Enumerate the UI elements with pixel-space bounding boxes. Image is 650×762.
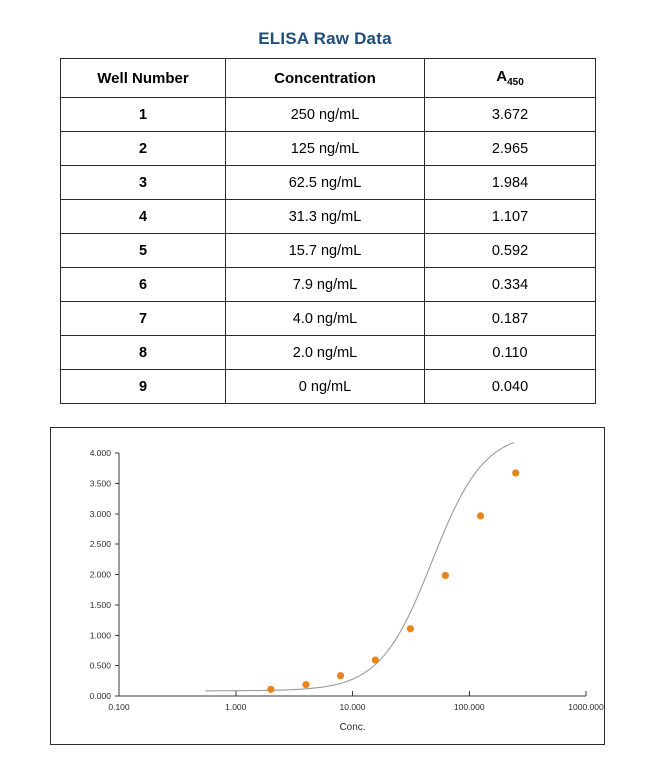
y-axis-tick-label: 1.500 bbox=[89, 599, 111, 610]
cell-absorbance: 0.187 bbox=[425, 302, 596, 336]
absorbance-symbol: A bbox=[496, 68, 508, 85]
cell-absorbance: 1.984 bbox=[425, 166, 596, 200]
cell-well-number: 2 bbox=[61, 132, 226, 166]
table-header-row bbox=[61, 59, 596, 98]
elisa-raw-data-table bbox=[60, 58, 596, 404]
cell-well-number: 4 bbox=[61, 200, 226, 234]
standard-curve-plot bbox=[51, 428, 604, 744]
standard-curve-chart-panel bbox=[50, 427, 605, 745]
fitted-standard-curve bbox=[205, 443, 513, 691]
y-axis-tick-label: 3.000 bbox=[89, 508, 111, 519]
x-axis-label: Conc. bbox=[339, 722, 366, 733]
column-header-absorbance bbox=[425, 59, 596, 98]
cell-well-number: 5 bbox=[61, 234, 226, 268]
table-row bbox=[61, 166, 596, 200]
data-point-marker bbox=[442, 572, 449, 579]
table-row bbox=[61, 268, 596, 302]
cell-concentration: 15.7 ng/mL bbox=[226, 234, 425, 268]
data-point-marker bbox=[512, 469, 519, 476]
cell-concentration: 7.9 ng/mL bbox=[226, 268, 425, 302]
table-row bbox=[61, 302, 596, 336]
table-row bbox=[61, 336, 596, 370]
data-point-marker bbox=[267, 686, 274, 693]
cell-concentration: 2.0 ng/mL bbox=[226, 336, 425, 370]
cell-absorbance: 0.592 bbox=[425, 234, 596, 268]
axis-lines bbox=[119, 453, 586, 696]
table-row bbox=[61, 234, 596, 268]
cell-absorbance: 3.672 bbox=[425, 98, 596, 132]
cell-well-number: 3 bbox=[61, 166, 226, 200]
cell-concentration: 250 ng/mL bbox=[226, 98, 425, 132]
table-row bbox=[61, 132, 596, 166]
table-row bbox=[61, 370, 596, 404]
data-point-marker bbox=[302, 681, 309, 688]
cell-absorbance: 0.334 bbox=[425, 268, 596, 302]
cell-absorbance: 0.040 bbox=[425, 370, 596, 404]
cell-well-number: 6 bbox=[61, 268, 226, 302]
data-point-marker bbox=[372, 656, 379, 663]
page-title: ELISA Raw Data bbox=[258, 29, 392, 48]
x-axis-tick-label: 10.000 bbox=[339, 702, 366, 712]
cell-absorbance: 2.965 bbox=[425, 132, 596, 166]
data-point-marker bbox=[477, 512, 484, 519]
cell-concentration: 62.5 ng/mL bbox=[226, 166, 425, 200]
table-row bbox=[61, 200, 596, 234]
absorbance-wavelength-subscript: 450 bbox=[507, 77, 524, 88]
cell-concentration: 31.3 ng/mL bbox=[226, 200, 425, 234]
y-axis-tick-label: 3.500 bbox=[89, 478, 111, 489]
y-axis-tick-label: 4.000 bbox=[89, 448, 111, 458]
cell-concentration: 4.0 ng/mL bbox=[226, 302, 425, 336]
data-point-marker bbox=[407, 625, 414, 632]
x-axis-tick-label: 0.100 bbox=[108, 702, 130, 712]
y-axis-tick-label: 1.000 bbox=[89, 630, 111, 641]
cell-concentration: 0 ng/mL bbox=[226, 370, 425, 404]
table-body bbox=[61, 98, 596, 404]
x-axis-tick-label: 1.000 bbox=[225, 702, 247, 712]
cell-concentration: 125 ng/mL bbox=[226, 132, 425, 166]
table-row bbox=[61, 98, 596, 132]
cell-absorbance: 0.110 bbox=[425, 336, 596, 370]
x-axis-tick-label: 1000.000 bbox=[568, 702, 604, 712]
y-axis-tick-label: 0.500 bbox=[89, 660, 111, 671]
cell-well-number: 7 bbox=[61, 302, 226, 336]
cell-well-number: 9 bbox=[61, 370, 226, 404]
y-axis-tick-label: 2.500 bbox=[89, 539, 111, 550]
cell-well-number: 8 bbox=[61, 336, 226, 370]
y-axis-tick-label: 0.000 bbox=[89, 691, 111, 701]
y-axis-tick-label: 2.000 bbox=[89, 569, 111, 580]
x-axis-tick-label: 100.000 bbox=[453, 702, 485, 712]
column-header-concentration: Concentration bbox=[226, 59, 425, 98]
column-header-well-number: Well Number bbox=[61, 59, 226, 98]
data-point-marker bbox=[337, 672, 344, 679]
cell-absorbance: 1.107 bbox=[425, 200, 596, 234]
cell-well-number: 1 bbox=[61, 98, 226, 132]
